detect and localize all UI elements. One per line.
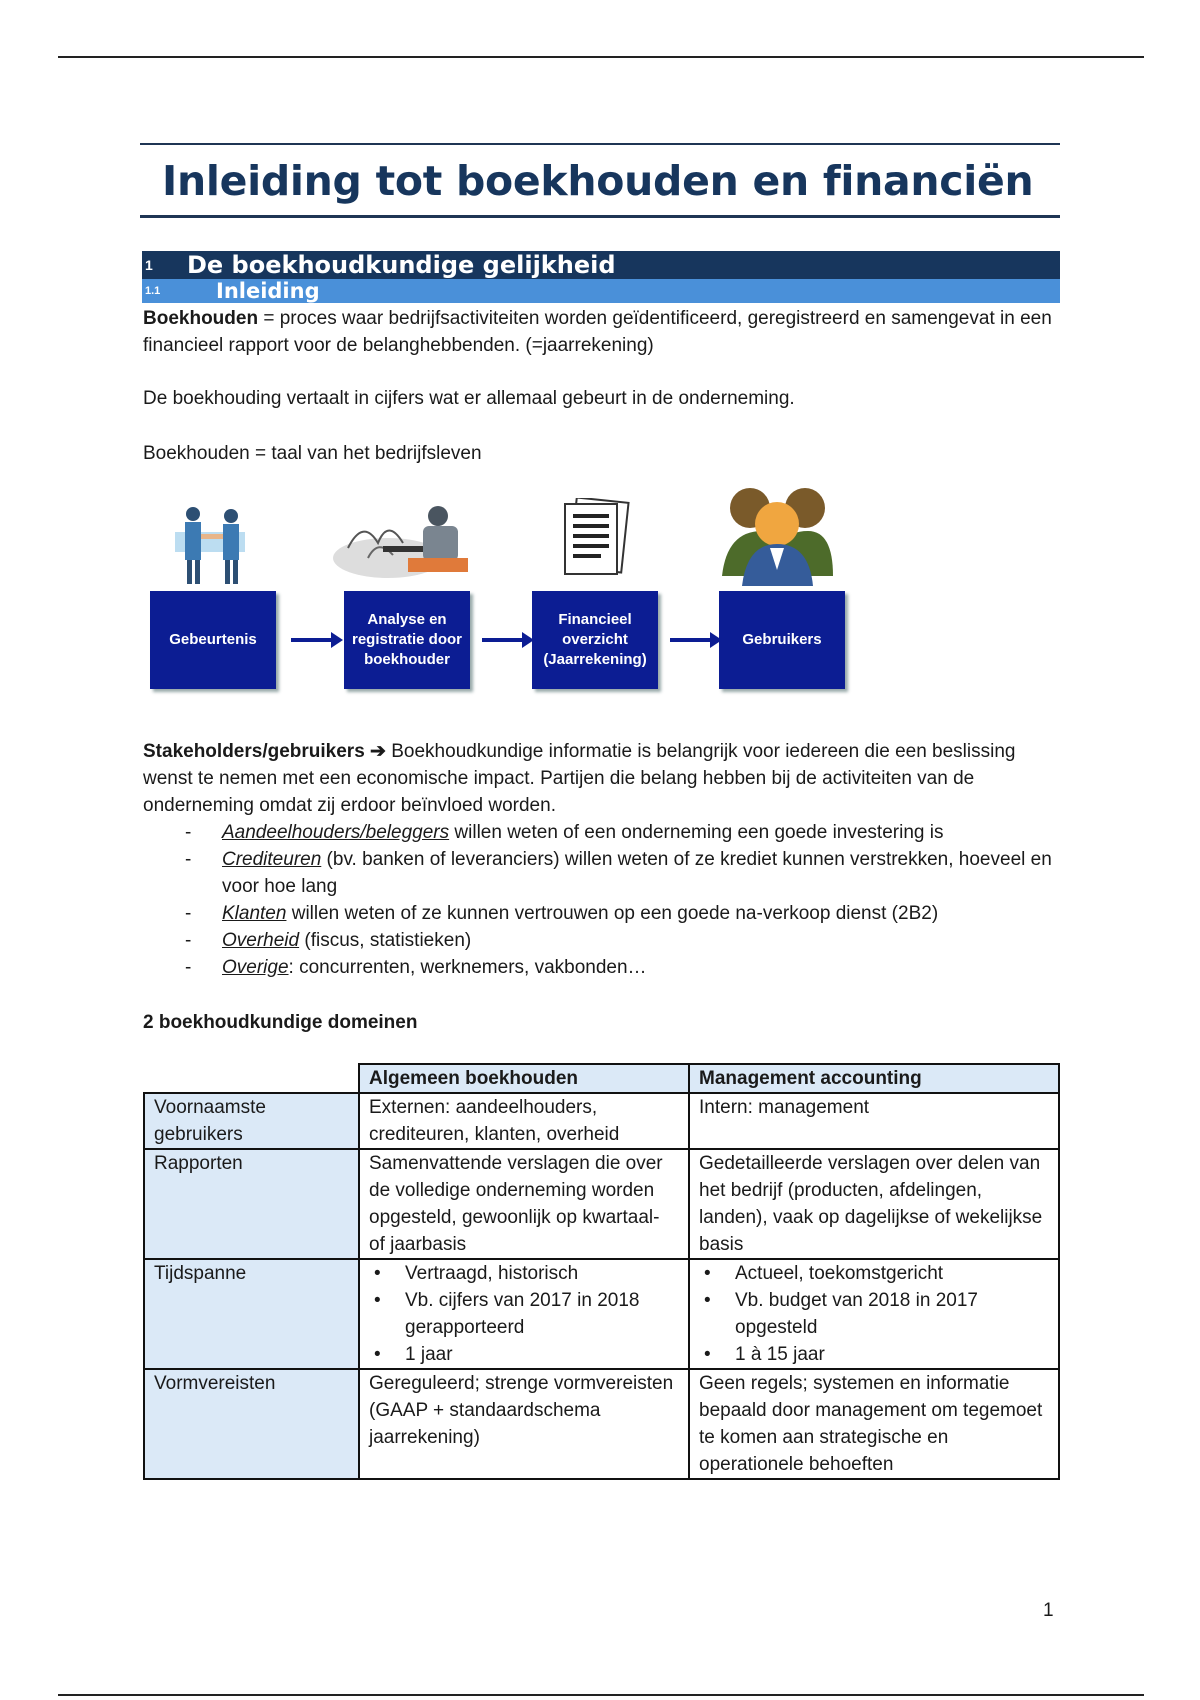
handshake-icon: [165, 502, 260, 587]
table-cell: [359, 1259, 689, 1369]
table-row-label: Rapporten: [144, 1149, 359, 1259]
table-row-label: Voornaamste gebruikers: [144, 1093, 359, 1149]
table-cell: Externen: aandeelhouders, crediteuren, klanten, overheid: [359, 1093, 689, 1149]
heading-2: [142, 279, 1060, 303]
title-box: [140, 143, 1060, 218]
list-item-term: Overige: [222, 957, 289, 978]
table-row: [144, 1369, 1059, 1479]
flow-arrow-3: [670, 638, 712, 642]
bullet-item: • Vb. cijfers van 2017 in 2018 gerapporteerd: [369, 1287, 679, 1341]
stakeholders-paragraph: [143, 738, 1053, 819]
list-item-text: (fiscus, statistieken): [299, 930, 472, 951]
page-number: 1: [1043, 1600, 1054, 1621]
heading-1: [142, 251, 1060, 279]
flow-step-event: Gebeurtenis: [150, 591, 276, 689]
list-item: [180, 846, 1060, 900]
bullet-item: • Vb. budget van 2018 in 2017 opgesteld: [699, 1287, 1049, 1341]
bookkeeper-icon: [328, 498, 488, 588]
heading-1-number: 1: [145, 257, 153, 273]
paragraph-3: Boekhouden = taal van het bedrijfsleven: [143, 443, 482, 464]
bullet-item: • Actueel, toekomstgericht: [699, 1260, 1049, 1287]
definition-paragraph: [143, 305, 1063, 359]
stakeholders-text: Boekhoudkundige informatie is belangrijk voor iedereen die een beslissing wenst te nemen met een economische impact. Partijen die belang hebben bij de activiteiten van de onderneming omdat zij erdoor beïnvloed worden.: [143, 741, 1016, 816]
list-item: [180, 819, 1060, 846]
list-item-text: : concurrenten, werknemers, vakbonden…: [288, 957, 647, 978]
table-cell: Gedetailleerde verslagen over delen van het bedrijf (producten, afdelingen, landen), vaak op dagelijkse of wekelijkse basis: [689, 1149, 1059, 1259]
list-item-text: willen weten of ze kunnen vertrouwen op een goede na-verkoop dienst (2B2): [286, 903, 939, 924]
flow-arrow-1: [291, 638, 333, 642]
bullet-item: • 1 jaar: [369, 1341, 679, 1368]
arrow-icon: ➔: [370, 741, 386, 762]
stakeholder-list: [180, 819, 1060, 981]
table-row-label: Vormvereisten: [144, 1369, 359, 1479]
bullet-list: [699, 1260, 1049, 1368]
table-row: [144, 1259, 1059, 1369]
table-cell: Intern: management: [689, 1093, 1059, 1149]
flow-step-financial-overview: Financieel overzicht (Jaarrekening): [532, 591, 658, 689]
stakeholders-term: Stakeholders/gebruikers: [143, 741, 365, 762]
table-row: [144, 1149, 1059, 1259]
top-rule: [58, 56, 1144, 58]
definition-text: = proces waar bedrijfsactiviteiten worden geïdentificeerd, geregistreerd en samengevat in een financieel rapport voor de belanghebbenden. (=jaarrekening): [143, 308, 1052, 356]
table-row: [144, 1093, 1059, 1149]
heading-2-number: 1.1: [145, 285, 161, 297]
table-header-management: Management accounting: [689, 1064, 1059, 1093]
list-item-text: (bv. banken of leveranciers) willen weten of ze krediet kunnen verstrekken, hoeveel en voor hoe lang: [222, 849, 1052, 897]
bottom-rule: [58, 1694, 1144, 1696]
flow-step-users: Gebruikers: [719, 591, 845, 689]
list-item-term: Klanten: [222, 903, 287, 924]
table-header-row: [144, 1064, 1059, 1093]
bullet-item: • 1 à 15 jaar: [699, 1341, 1049, 1368]
list-item: [180, 900, 1060, 927]
users-icon: [720, 486, 835, 586]
table-cell: Geen regels; systemen en informatie bepaald door management om tegemoet te komen aan strategische en operationele behoeften: [689, 1369, 1059, 1479]
list-item-term: Overheid: [222, 930, 300, 951]
list-item-term: Aandeelhouders/beleggers: [222, 822, 450, 843]
table-header-general: Algemeen boekhouden: [359, 1064, 689, 1093]
table-corner: [144, 1064, 359, 1093]
list-item: [180, 927, 1060, 954]
table-cell: [359, 1369, 689, 1479]
flow-arrow-2: [482, 638, 524, 642]
bullet-list: [369, 1260, 679, 1368]
page-title: Inleiding tot boekhouden en financiën: [162, 157, 1034, 205]
domains-table: [143, 1063, 1060, 1480]
flow-step-analysis: Analyse en registratie door boekhouder: [344, 591, 470, 689]
heading-1-title: De boekhoudkundige gelijkheid: [187, 251, 616, 279]
list-item: [180, 954, 1060, 981]
table-cell: Samenvattende verslagen die over de volledige onderneming worden opgesteld, gewoonlijk op kwartaal- of jaarbasis: [359, 1149, 689, 1259]
domains-heading: 2 boekhoudkundige domeinen: [143, 1012, 418, 1033]
list-item-text: willen weten of een onderneming een goede investering is: [449, 822, 944, 843]
list-item-term: Crediteuren: [222, 849, 322, 870]
paragraph-2: De boekhouding vertaalt in cijfers wat er allemaal gebeurt in de onderneming.: [143, 388, 795, 409]
table-cell-line: (GAAP + standaardschema jaarrekening): [369, 1400, 601, 1448]
table-row-label: Tijdspanne: [144, 1259, 359, 1369]
table-cell-line: Gereguleerd; strenge vormvereisten: [369, 1373, 674, 1394]
heading-2-title: Inleiding: [216, 279, 320, 303]
documents-icon: [555, 498, 635, 578]
table-cell: [689, 1259, 1059, 1369]
bullet-item: • Vertraagd, historisch: [369, 1260, 679, 1287]
definition-term: Boekhouden: [143, 308, 259, 329]
